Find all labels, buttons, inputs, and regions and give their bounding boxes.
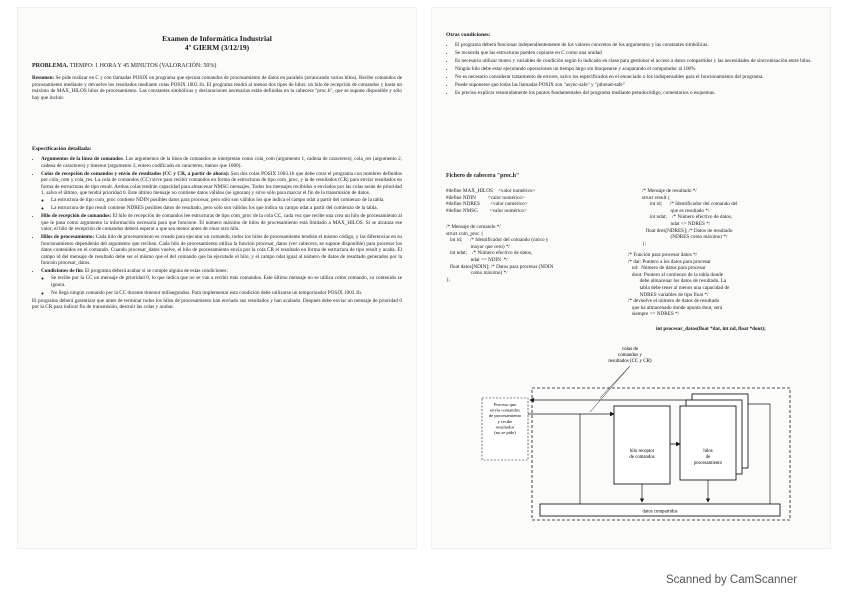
other-item: • Puede suponerse que todas las llamadas POSIX son "async-safe" y "pthread-safe" <box>455 82 812 89</box>
other-item: • Ningún hilo debe estar ejecutando operaciones un tiempo largo sin bloquearse y acaparando el computador al 100% <box>455 66 812 73</box>
architecture-diagram <box>480 344 800 530</box>
spec-item-processing <box>41 234 402 267</box>
exam-subtitle: 4º GIERM (3/12/19) <box>184 43 250 52</box>
other-item: • Es necesario utilizar mutex y variables de condición según lo indicado en clase para gestionar el acceso a datos compartidos y las necesidades de sincronización entre hilos. <box>455 58 812 65</box>
bullet5-text: El programa deberá acabar si se cumple alguna de estas condiciones: <box>84 268 228 275</box>
processing-thread-box-front <box>680 406 736 480</box>
bullet3-text: El hilo de recepción de comandos lee estructuras de tipo com_proc de la cola CC, cada vez que recibe una crea un hilo de procesamiento al que le pasa como argumento la información necesaria para que funcione. El número máximo de hilos de procesamiento está limitado a MAX_HILOS. Si se alcanza ese valor, el hilo de recepción de comandos deberá esperar a que sea menor antes de crear otro hilo. <box>41 212 403 233</box>
code-function-doc: /* Función para procesar datos */ /* dat: Puntero a los datos para procesar nd: Número de datos para procesar dout: Puntero al comienzo de la tabla donde debe almacenar los datos de resultado. La tabla debe tener al menos una capacidad de NDRES variables de tipo float */ /* devuelve el número de datos de resultado que ha almacenado donde apunta dout, será siempre <= NDRES */ <box>628 252 730 318</box>
bullet1-title: Argumentos de la línea de comandos <box>41 156 123 162</box>
code-defines: #define MAX_HILOS <valor numérico> #define NDIN <valor numérico> #define NDRES <valor numérico> #define NMSG <valor numérico> <box>446 188 536 214</box>
bullet5-sub1: ◦ Se recibe por la CC un mensaje de prioridad 0, lo que indica que no se van a recibir más comandos. Este último mensaje no se utiliza como comando, su contenido se ignora. <box>51 275 402 288</box>
other-item: • Se recuerda que las estructuras pueden copiarse en C como una unidad <box>455 50 812 57</box>
spec-item-arguments: • Argumentos de la línea de comandos. Los argumentos de la línea de comandos se interpretan como cola_com (argumento 1, cadena de caracteres), cola_res (argumento 2, cadena de caracteres) y timeout (argumento 3, entero codificado en caracteres, menor que 1000). <box>41 156 402 169</box>
problem-time: TIEMPO: 1 HORA Y 45 MINUTOS (VALORACIÓN: 50%) <box>69 63 217 69</box>
header-file-heading: Fichero de cabecera "proc.h" <box>446 173 520 179</box>
spec-item-end-conditions <box>41 268 402 296</box>
bullet1-text: Los argumentos de la línea de comandos se interpretan como cola_com (argumento 1, cadena de caracteres), cola_res (argumento 2, cadena de caracteres) y timeout (argumento 3, entero codificado en caracteres, menor que 1000). <box>41 156 403 169</box>
bullet2-sub1: ◦ La estructura de tipo com_proc contiene NDIN posibles datos para procesar, pero sólo son válidos los que indica el campo ndat a partir del comienzo de la tabla. <box>51 197 402 204</box>
other-item: • El programa deberá funcionar independientemente de los valores concretos de los argumentos y las constantes simbólicas. <box>455 42 812 49</box>
bullet2-title: Colas de recepción de comandos y envío de resultados (CC y CR, a partir de ahora): <box>41 170 230 177</box>
exam-title: Examen de Informática Industrial <box>162 34 272 43</box>
bullet5-sub2: ◦ No llega ningún comando por la CC durante timeout milisegundos. Para implementar esta condición debe utilizarse un temporizador POSIX 1003.1b. <box>51 290 402 297</box>
bullet5-title: Condiciones de fin: <box>41 268 84 275</box>
camscanner-watermark: Scanned by CamScanner <box>666 574 798 586</box>
bullet2-text: Son dos colas POSIX 1003.1b que debe crear el programa con nombres definidos por cola_com y cola_res. La cola de comandos (CC) sirve para recibir comandos en forma de estructuras de tipo com_proc, y la de resultados (CR) para enviar resultados en forma de estructuras de tipo result. Ambas colas tendrán capacidad para almacenar NMSG mensajes. Todos los mensajes recibidos o enviados por las colas serán de prioridad 1, salvo el último, que tendrá prioridad 0. Este último mensaje no contiene datos válidos (se ignoran) y sirve sólo para marcar el fin de la transmisión de datos. <box>41 170 402 197</box>
receiver-thread-label: hilo receptor de comandos <box>629 449 655 460</box>
problem-label: PROBLEMA. <box>32 63 69 69</box>
external-process-label: Proceso que envía comandos de procesamiento y recibe resultados (no se pide) <box>488 402 522 435</box>
right-page <box>432 8 830 548</box>
summary-text: Se pide realizar en C y con llamadas POSIX un programa que ejecuta comandos de procesamiento de datos en paralelo (arrancando varios hilos). Recibe comandos de procesamiento mediante y devuelve los resultados mediante colas POSIX 1003.1b. El programa tendrá al menos dos tipos de hilos: un hilo de recepción de comandos y hasta un máximo de MAX_HILOS hilos de procesamiento. Las constantes simbólicas y declaraciones necesarias están definidas en la cabecera "proc.h", que se supone disponible y sólo hay que incluir. <box>32 75 402 101</box>
spec-item-queues <box>41 171 402 212</box>
other-conditions-heading: Otras condiciones: <box>446 32 491 38</box>
other-conditions-list <box>446 42 812 98</box>
code-struct-result: /* Mensaje de resultado */ struct result { int id; /* Identificador del comando del que es resultado */ int ndat; /* Número efectivo de datos, ndat <= NDRES */ float dres[NDRES]; /* Datos de resultado (NDRES como máximo) */ }; <box>642 188 738 247</box>
bullet2-sub2: ◦ La estructura de tipo result contiene NDRES posibles datos de resultado, pero sólo son válidos los que indica su campo ndat a partir del comienzo de la tabla. <box>51 205 402 212</box>
other-item: • Es preciso explicar resumidamente los puntos fundamentales del programa mediante pseudocódigo, comentarios o esquemas. <box>455 90 812 97</box>
queues-label: colas de comandos y resultados (CC y CR) <box>608 347 652 364</box>
receiver-thread-box <box>614 406 670 484</box>
shared-data-label: datos compartidos <box>642 509 678 515</box>
queue-pointer-2 <box>590 366 630 412</box>
processing-threads-label: hilos de procesamiento <box>694 449 722 466</box>
bullet3-title: Hilo de recepción de comandos: <box>41 212 112 219</box>
problem-line <box>32 63 216 70</box>
bullet4-title: Hilos de procesamiento: <box>41 234 95 241</box>
code-struct-com-proc: /* Mensaje de comando */ struct com_proc { int id; /* Identificador del comando (único y mayor que cero) */ int ndat; /* Número efectivo de datos, ndat <= NDIN */ float datos[NDIN]; /* Datos para procesar (NDIN como máximo) */ }; <box>446 224 554 283</box>
spec-list <box>32 156 402 311</box>
other-item: • No es necesario considerar tratamiento de errores, salvo los especificados en el enunciado o los indispensables para el funcionamiento del programa. <box>455 74 812 81</box>
code-function-prototype: int procesar_datos(float *dat, int nd, float *dout); <box>656 326 766 332</box>
summary-label: Resumen: <box>32 75 55 81</box>
left-page <box>18 8 416 548</box>
summary-paragraph <box>32 75 402 101</box>
closing-paragraph: El programa deberá garantizar que antes de terminar todos los hilos de procesamiento han enviado sus resultados y han acabado. Después debe enviar un mensaje de prioridad 0 por la CR para indicar fin de transmisión, destruir las colas y acabar. <box>32 297 402 311</box>
bullet4-text: Cada hilo de procesamiento es creado para ejecutar un comando, todos los hilos de procesamiento tendrán el mismo código, y las diferencias en su funcionamiento dependerán del argumento que reciban. Cada hilo de procesamiento utiliza la función procesar_datos (ver cabecera, se supone disponible) para procesar los datos contenidos en el comando. Cuando procesar_datos vuelve, el hilo de procesamiento envía por la cola CR el resultado en forma de estructura de tipo result y acaba. El campo id del mensaje de resultado debe ser el mismo que el del comando que ha ejecutado el hilo, y el campo ndat igual al número de datos de resultado generados por la función procesar_datos. <box>41 234 403 267</box>
spec-heading: Especificación detallada: <box>32 146 92 152</box>
spec-item-receiver <box>41 213 402 233</box>
